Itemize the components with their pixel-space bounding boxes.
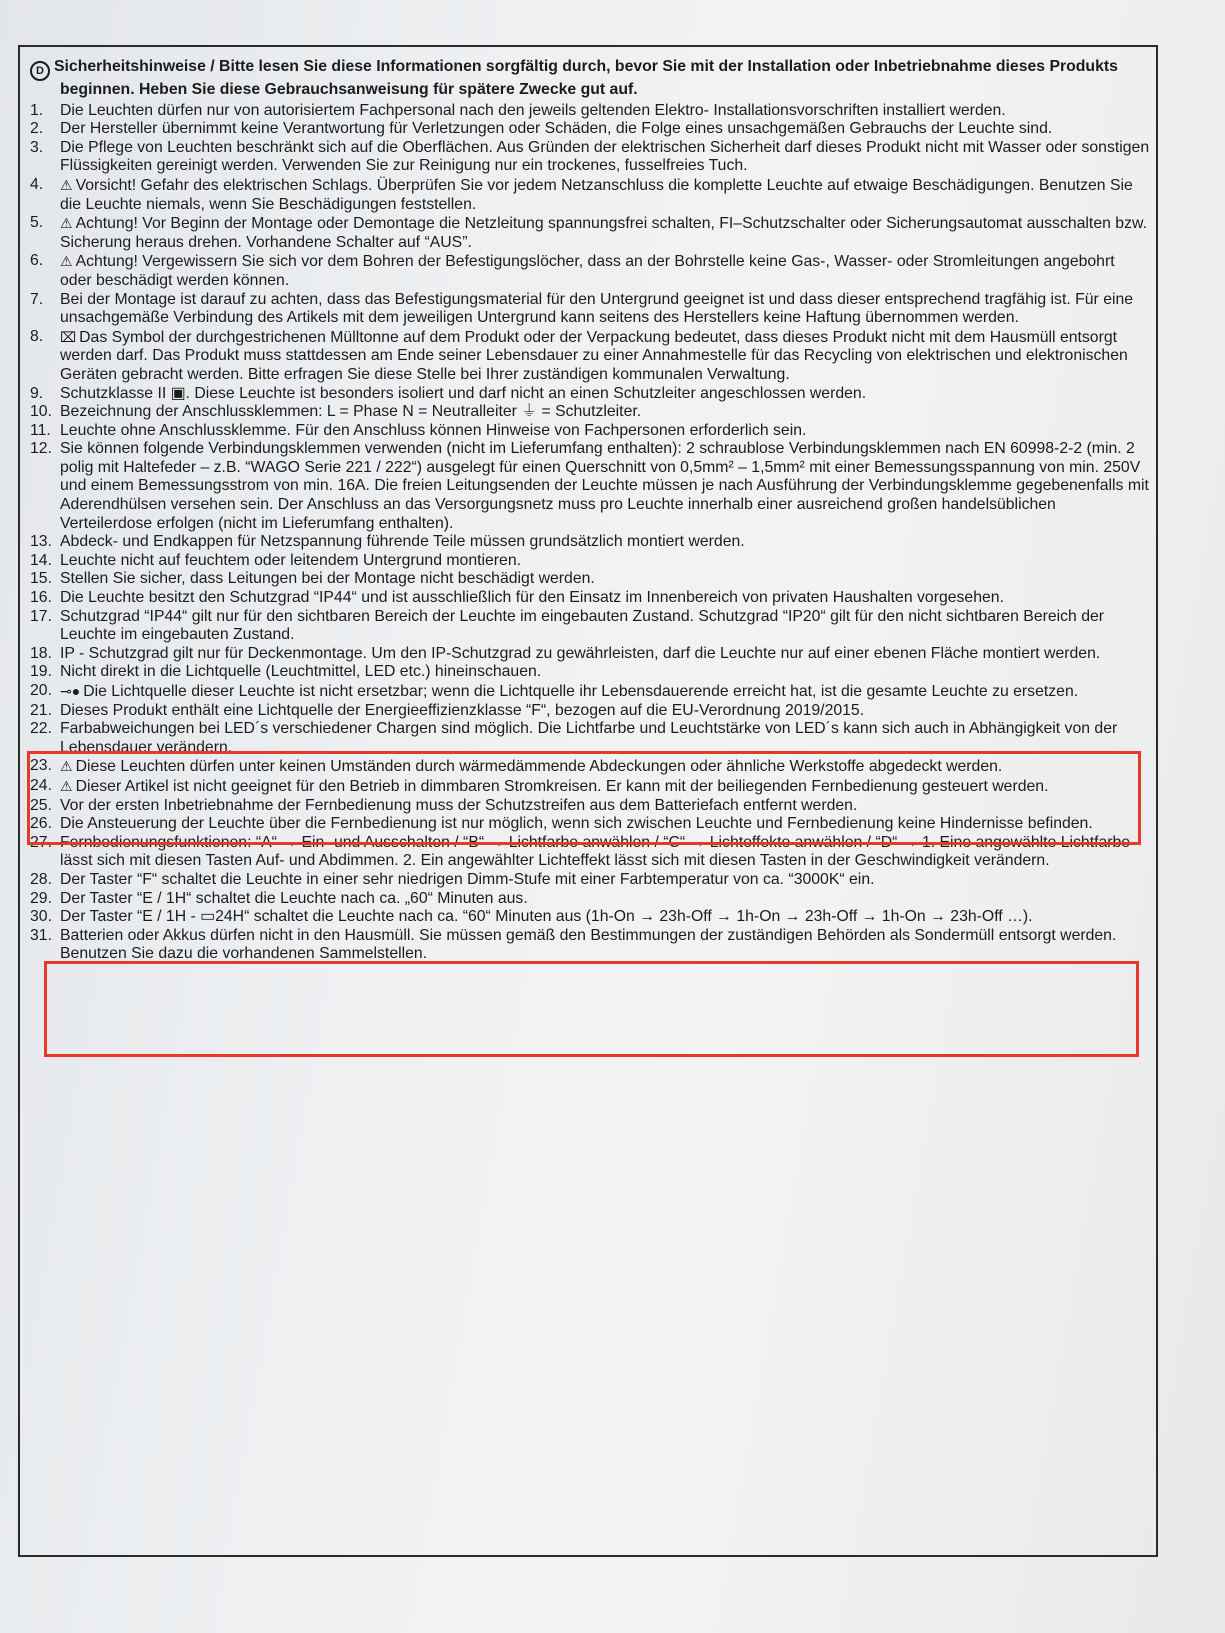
item-number: 21. bbox=[30, 701, 52, 719]
instruction-item bbox=[30, 252, 1150, 290]
instruction-item bbox=[30, 403, 1150, 422]
item-number: 26. bbox=[30, 815, 52, 833]
item-number: 1. bbox=[30, 101, 44, 119]
item-text: Sie können folgende Verbindungsklemmen verwenden (nicht im Lieferumfang enthalten): 2 schraublose Verbindungsklemmen nach EN 60998-2-2 (min. 2 polig mit Haltefeder – z.B. “WAGO Serie 221 / 222“) ausgelegt für einen Querschnitt von 0,5mm² – 1,5mm² mit einer Bemessungsspannung von min. 250V und einem Bemessungsstrom von min. 16A. Die freien Leitungsenden der Leuchte müssen je nach Ausführung der Verbindungsklemme gegebenenfalls mit Aderendhülsen versehen sein. Der Anschluss an das Versorgungsnetz muss pro Leuchte innerhalb einer ausreichend großen handelsüblichen Verteilerdose erfolgen (nicht im Lieferumfang enthalten). bbox=[60, 440, 1149, 532]
instruction-item bbox=[30, 927, 1150, 964]
item-number: 3. bbox=[30, 138, 44, 156]
item-text: Dieser Artikel ist nicht geeignet für den Betrieb in dimmbaren Stromkreisen. Er kann mit der beiliegenden Fernbedienung gesteuert werden. bbox=[75, 777, 1049, 795]
item-text: Die Ansteuerung der Leuchte über die Fernbedienung ist nur möglich, wenn sich zwischen Leuchte und Fernbedienung keine Hindernisse befinden. bbox=[60, 815, 1093, 833]
item-text: Abdeck- und Endkappen für Netzspannung führende Teile müssen grundsätzlich montiert werden. bbox=[60, 533, 745, 551]
instruction-item bbox=[30, 533, 1150, 552]
item-number: 6. bbox=[30, 252, 44, 270]
item-number: 4. bbox=[30, 175, 44, 193]
item-text: Fernbedienungsfunktionen: “A“ → Ein- und Ausschalten / “B“ → Lichtfarbe anwählen / “C“ → Lichteffekte anwählen / “D“ → 1. Eine angewählte Lichtfarbe lässt sich mit diesen Tasten Auf- und Abdimmen. 2. Ein angewählter Lichteffekt lässt sich mit diesen Tasten in der Geschwindigkeit verändern. bbox=[60, 833, 1131, 870]
item-number: 5. bbox=[30, 214, 44, 232]
item-text: Der Taster “E / 1H - ▭24H“ schaltet die Leuchte nach ca. “60“ Minuten aus (1h-On → 23h-Off → 1h-On → 23h-Off → 1h-On → 23h-Off …). bbox=[60, 908, 1033, 926]
item-text: Das Symbol der durchgestrichenen Mülltonne auf dem Produkt oder der Verpackung bedeutet, dass dieses Produkt nicht mit dem Hausmüll entsorgt werden darf. Das Produkt muss stattdessen am Ende seiner Lebensdauer zu einer Annahmestelle für das Recycling von elektrischen und elektronischen Geräten gebracht werden. Bitte erfragen Sie diese Stelle bei Ihrer zuständigen kommunalen Verwaltung. bbox=[60, 328, 1128, 383]
country-code-icon: D bbox=[30, 61, 50, 81]
item-text: Achtung! Vergewissern Sie sich vor dem Bohren der Befestigungslöcher, dass an der Bohrstelle keine Gas-, Wasser- oder Stromleitungen angebohrt oder beschädigt werden können. bbox=[60, 253, 1115, 289]
item-text: Bezeichnung der Anschlussklemmen: L = Phase N = Neutralleiter ⏚ = Schutzleiter. bbox=[60, 403, 642, 421]
item-number: 30. bbox=[30, 908, 52, 926]
instruction-item bbox=[30, 102, 1150, 121]
warning-symbol-icon: ⚠ bbox=[60, 215, 73, 232]
highlight-box-17-18 bbox=[27, 751, 1141, 845]
item-number: 22. bbox=[30, 720, 52, 738]
instruction-item bbox=[30, 139, 1150, 176]
instruction-item bbox=[30, 440, 1150, 533]
item-number: 29. bbox=[30, 889, 52, 907]
item-number: 19. bbox=[30, 663, 52, 681]
item-text: Vorsicht! Gefahr des elektrischen Schlags. Überprüfen Sie vor jedem Netzanschluss die komplette Leuchte auf etwaige Beschädigungen. Benutzen Sie die Leuchte niemals, wenn Sie Beschädigungen feststellen. bbox=[60, 176, 1133, 213]
item-number: 24. bbox=[30, 776, 52, 794]
instruction-item bbox=[30, 422, 1150, 441]
item-number: 20. bbox=[30, 682, 52, 699]
item-text: Stellen Sie sicher, dass Leitungen bei der Montage nicht beschädigt werden. bbox=[60, 570, 595, 588]
item-text: Der Taster “F“ schaltet die Leuchte in einer sehr niedrigen Dimm-Stufe mit einer Farbtemperatur von ca. “3000K“ ein. bbox=[60, 870, 875, 888]
item-text: Dieses Produkt enthält eine Lichtquelle der Energieeffizienzklasse “F“, bezogen auf die EU-Verordnung 2019/2015. bbox=[60, 701, 865, 719]
item-text: Die Leuchte besitzt den Schutzgrad “IP44“ und ist ausschließlich für den Einsatz im Innenbereich von privaten Haushalten vorgesehen. bbox=[60, 589, 1004, 607]
item-number: 9. bbox=[30, 384, 44, 402]
instruction-item bbox=[30, 645, 1150, 664]
item-number: 15. bbox=[30, 570, 52, 588]
warning-symbol-icon: ⚠ bbox=[60, 758, 73, 775]
item-number: 23. bbox=[30, 757, 52, 775]
warning-symbol-icon: ⊸● bbox=[60, 683, 81, 699]
item-text: Nicht direkt in die Lichtquelle (Leuchtmittel, LED etc.) hineinschauen. bbox=[60, 663, 542, 681]
item-text: Vor der ersten Inbetriebnahme der Fernbedienung muss der Schutzstreifen aus dem Batteriefach entfernt werden. bbox=[60, 796, 858, 814]
item-text: Leuchte ohne Anschlussklemme. Für den Anschluss können Hinweise von Fachpersonen erforderlich sein. bbox=[60, 421, 807, 439]
warning-symbol-icon: ⌧ bbox=[60, 328, 77, 345]
item-text: Die Lichtquelle dieser Leuchte ist nicht ersetzbar; wenn die Lichtquelle ihr Lebensdauerende erreicht hat, ist die gesamte Leuchte zu ersetzen. bbox=[83, 683, 1079, 700]
instruction-item bbox=[30, 385, 1150, 404]
safety-header bbox=[30, 58, 1150, 100]
item-number: 17. bbox=[30, 607, 52, 625]
item-text: Die Pflege von Leuchten beschränkt sich auf die Oberflächen. Aus Gründen der elektrischen Sicherheit darf dieses Produkt nicht mit Wasser oder sonstigen Flüssigkeiten gereinigt werden. Verwenden Sie zur Reinigung nur ein trockenes, fusselfreies Tuch. bbox=[60, 138, 1150, 175]
highlight-box-23-24 bbox=[44, 961, 1139, 1057]
instruction-item bbox=[30, 214, 1150, 252]
instruction-item bbox=[30, 908, 1150, 927]
item-number: 14. bbox=[30, 551, 52, 569]
instruction-item bbox=[30, 552, 1150, 571]
item-number: 10. bbox=[30, 403, 52, 421]
item-text: Leuchte nicht auf feuchtem oder leitendem Untergrund montieren. bbox=[60, 551, 522, 569]
item-text: Der Hersteller übernimmt keine Verantwortung für Verletzungen oder Schäden, die Folge eines unsachgemäßen Gebrauchs der Leuchte sind. bbox=[60, 120, 1053, 138]
item-number: 31. bbox=[30, 926, 52, 944]
item-number: 27. bbox=[30, 833, 52, 851]
item-number: 2. bbox=[30, 120, 44, 138]
instruction-item bbox=[30, 570, 1150, 589]
warning-symbol-icon: ⚠ bbox=[60, 176, 73, 193]
item-number: 7. bbox=[30, 290, 44, 308]
item-text: Diese Leuchten dürfen unter keinen Umständen durch wärmedämmende Abdeckungen oder ähnliche Werkstoffe abgedeckt werden. bbox=[75, 758, 1003, 776]
item-number: 16. bbox=[30, 589, 52, 607]
item-text: IP - Schutzgrad gilt nur für Deckenmontage. Um den IP-Schutzgrad zu gewährleisten, darf die Leuchte nur auf einer ebenen Fläche montiert werden. bbox=[60, 644, 1101, 662]
instruction-item bbox=[30, 120, 1150, 139]
item-text: Batterien oder Akkus dürfen nicht in den Hausmüll. Sie müssen gemäß den Bestimmungen der zuständigen Behörden als Sondermüll entsorgt werden. Benutzen Sie dazu die vorhandenen Sammelstellen. bbox=[60, 926, 1117, 963]
item-text: Schutzgrad “IP44“ gilt nur für den sichtbaren Bereich der Leuchte im eingebauten Zustand. Schutzgrad “IP20“ gilt für den nicht sichtbaren Bereich der Leuchte im eingebauten Zustand. bbox=[60, 607, 1105, 644]
item-text: Der Taster “E / 1H“ schaltet die Leuchte nach ca. „60“ Minuten aus. bbox=[60, 889, 528, 907]
item-number: 18. bbox=[30, 644, 52, 662]
item-number: 11. bbox=[30, 421, 51, 439]
header-text: Sicherheitshinweise / Bitte lesen Sie diese Informationen sorgfältig durch, bevor Sie mit der Installation oder Inbetriebnahme dieses Produkts beginnen. Heben Sie diese Gebrauchsanweisung für spätere Zwecke gut auf. bbox=[54, 58, 1118, 98]
item-number: 25. bbox=[30, 796, 52, 814]
instruction-item bbox=[30, 682, 1150, 702]
warning-symbol-icon: ⚠ bbox=[60, 253, 73, 270]
item-text: Schutzklasse II ▣. Diese Leuchte ist besonders isoliert und darf nicht an einen Schutzleiter angeschlossen werden. bbox=[60, 384, 867, 402]
item-text: Achtung! Vor Beginn der Montage oder Demontage die Netzleitung spannungsfrei schalten, FI–Schutzschalter oder Sicherungsautomat ausschalten bzw. Sicherung heraus drehen. Vorhandene Schalter auf “AUS”. bbox=[60, 215, 1147, 251]
item-number: 8. bbox=[30, 327, 44, 345]
instruction-item bbox=[30, 608, 1150, 645]
item-text: Farbabweichungen bei LED´s verschiedener Chargen sind möglich. Die Lichtfarbe und Leuchtstärke von LED´s kann sich auch in Abhängigkeit von der Lebensdauer verändern. bbox=[60, 720, 1118, 756]
instruction-item bbox=[30, 328, 1150, 385]
instruction-item bbox=[30, 176, 1150, 214]
item-number: 13. bbox=[30, 533, 52, 551]
instruction-item bbox=[30, 589, 1150, 608]
instruction-item bbox=[30, 702, 1150, 721]
instruction-item bbox=[30, 890, 1150, 909]
item-text: Bei der Montage ist darauf zu achten, dass das Befestigungsmaterial für den Untergrund geeignet ist und dass dieser entsprechend tragfähig ist. Für eine unsachgemäße Verbindung des Artikels mit dem jeweiligen Untergrund kann seitens des Herstellers keine Haftung übernommen werden. bbox=[60, 290, 1134, 327]
instruction-item bbox=[30, 871, 1150, 890]
instruction-item bbox=[30, 663, 1150, 682]
instruction-item bbox=[30, 291, 1150, 328]
warning-symbol-icon: ⚠ bbox=[60, 777, 73, 794]
item-number: 28. bbox=[30, 870, 52, 888]
item-number: 12. bbox=[30, 440, 52, 458]
item-text: Die Leuchten dürfen nur von autorisiertem Fachpersonal nach den jeweils geltenden Elektro- Installationsvorschriften installiert werden. bbox=[60, 101, 1006, 119]
